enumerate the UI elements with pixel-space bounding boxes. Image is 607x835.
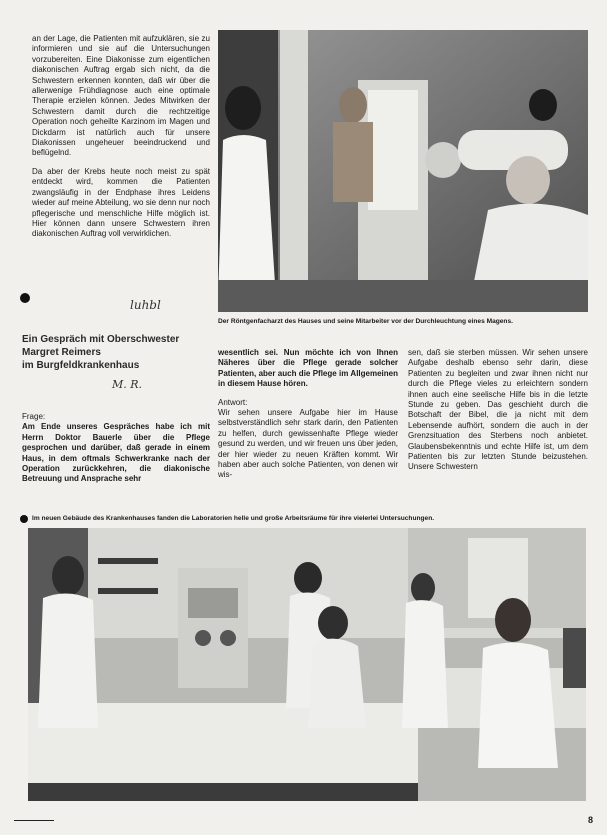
top-photo-caption: Der Röntgenfacharzt des Hauses und seine Mitarbeiter vor der Durchleuchtung eines Magens.	[218, 318, 513, 325]
interview-column-1	[22, 412, 210, 485]
handwritten-signature-1: luhbl	[130, 298, 161, 312]
page-number: 8	[587, 815, 593, 825]
footer-rule	[14, 820, 54, 821]
article-headline	[22, 333, 222, 372]
headline-line-2: Margret Reimers	[22, 347, 101, 358]
headline-line-1: Ein Gespräch mit Oberschwester	[22, 334, 180, 345]
question-continued: wesentlich sei. Nun möchte ich von Ihnen Näheres über die Pflege gerade solcher Patienten, aber auch die Pflege im Allgemeinen in diesem Hause hören.	[218, 348, 398, 389]
xray-room-photo-graphic	[218, 30, 588, 312]
interview-column-3	[408, 348, 588, 473]
caption-bullet	[20, 515, 28, 523]
headline-line-3: im Burgfeldkrankenhaus	[22, 360, 140, 371]
left-paragraph-1: an der Lage, die Patienten mit aufzuklären, sie zu informieren und sie auf die Untersuchungen vorzubereiten. Eine Diakonisse zum eigentlichen diakonischen Auftrag ergab sich nicht, da die Schwestern erkennen konnten, daß wir über die allerwenige Frühdiagnose auch eine optimale Therapie erzielen können. Jedes Mitwirken der Schwestern damit durch die rechtzeitige Operation noch geheilte Karzinom im Magen und Dickdarm ist natürlich auch für unsere Diakonissen ungeheuer beeindruckend und beflügelnd.	[32, 34, 210, 158]
left-paragraph-2: Da aber der Krebs heute noch meist zu spät entdeckt wird, kommen die Patienten zwangsläufig in der Endphase ihres Leidens wieder auf meine Abteilung, wo sie denn nur noch pflegerische und menschliche Hilfe möglich ist. Hier können dann unsere Schwestern ihren diakonischen Auftrag voll verwirklichen.	[32, 166, 210, 239]
bottom-photo-caption: Im neuen Gebäude des Krankenhauses fanden die Laboratorien helle und große Arbeitsräume für ihre vielerlei Untersuchungen.	[32, 515, 435, 522]
xray-room-photo	[218, 30, 588, 312]
interview-column-2	[218, 348, 398, 481]
handwritten-signature-2: M. R.	[112, 378, 143, 391]
answer-continued: sen, daß sie sterben müssen. Wir sehen unsere Aufgabe deshalb ebenso sehr darin, diese Patienten zu begleiten und zwar ihnen nicht nur durch die Pflege vieles zu erleichtern sondern ihnen auch eine seelische Hilfe bis in die letzte Stunde zu geben. Das geschieht durch die Botschaft der Bibel, die ja nicht mit dem Lebensende aufhört, sondern die auch in der Grenzsituation des Sterbens noch anbietet. Glaubensbekenntnis und echte Hilfe ist, um dem Patienten bis zur letzten Stunde beizustehen. Unsere Schwestern	[408, 348, 588, 472]
answer-text: Wir sehen unsere Aufgabe hier im Hause selbstverständlich sehr stark darin, den Patienten zu helfen, durch gewissenhafte Pflege wieder gesund zu werden, und wir freuen uns über jeden, der hier wieder zu neuen Kräften kommt. Wir haben aber auch solche Patienten, von denen wir wis-	[218, 408, 398, 480]
question-text: Am Ende unseres Gespräches habe ich mit Herrn Doktor Bauerle über die Pflege gesprochen und darüber, daß gerade in einem Haus, in dem oftmals Schwerkranke nach der Operation zurückkehren, die diakonische Betreuung und Ansprache sehr	[22, 422, 210, 484]
laboratory-photo	[28, 528, 586, 801]
question-label: Frage:	[22, 412, 46, 421]
laboratory-photo-graphic	[28, 528, 586, 801]
left-column-text	[32, 34, 210, 248]
section-bullet	[20, 293, 30, 303]
answer-label: Antwort:	[218, 397, 248, 407]
